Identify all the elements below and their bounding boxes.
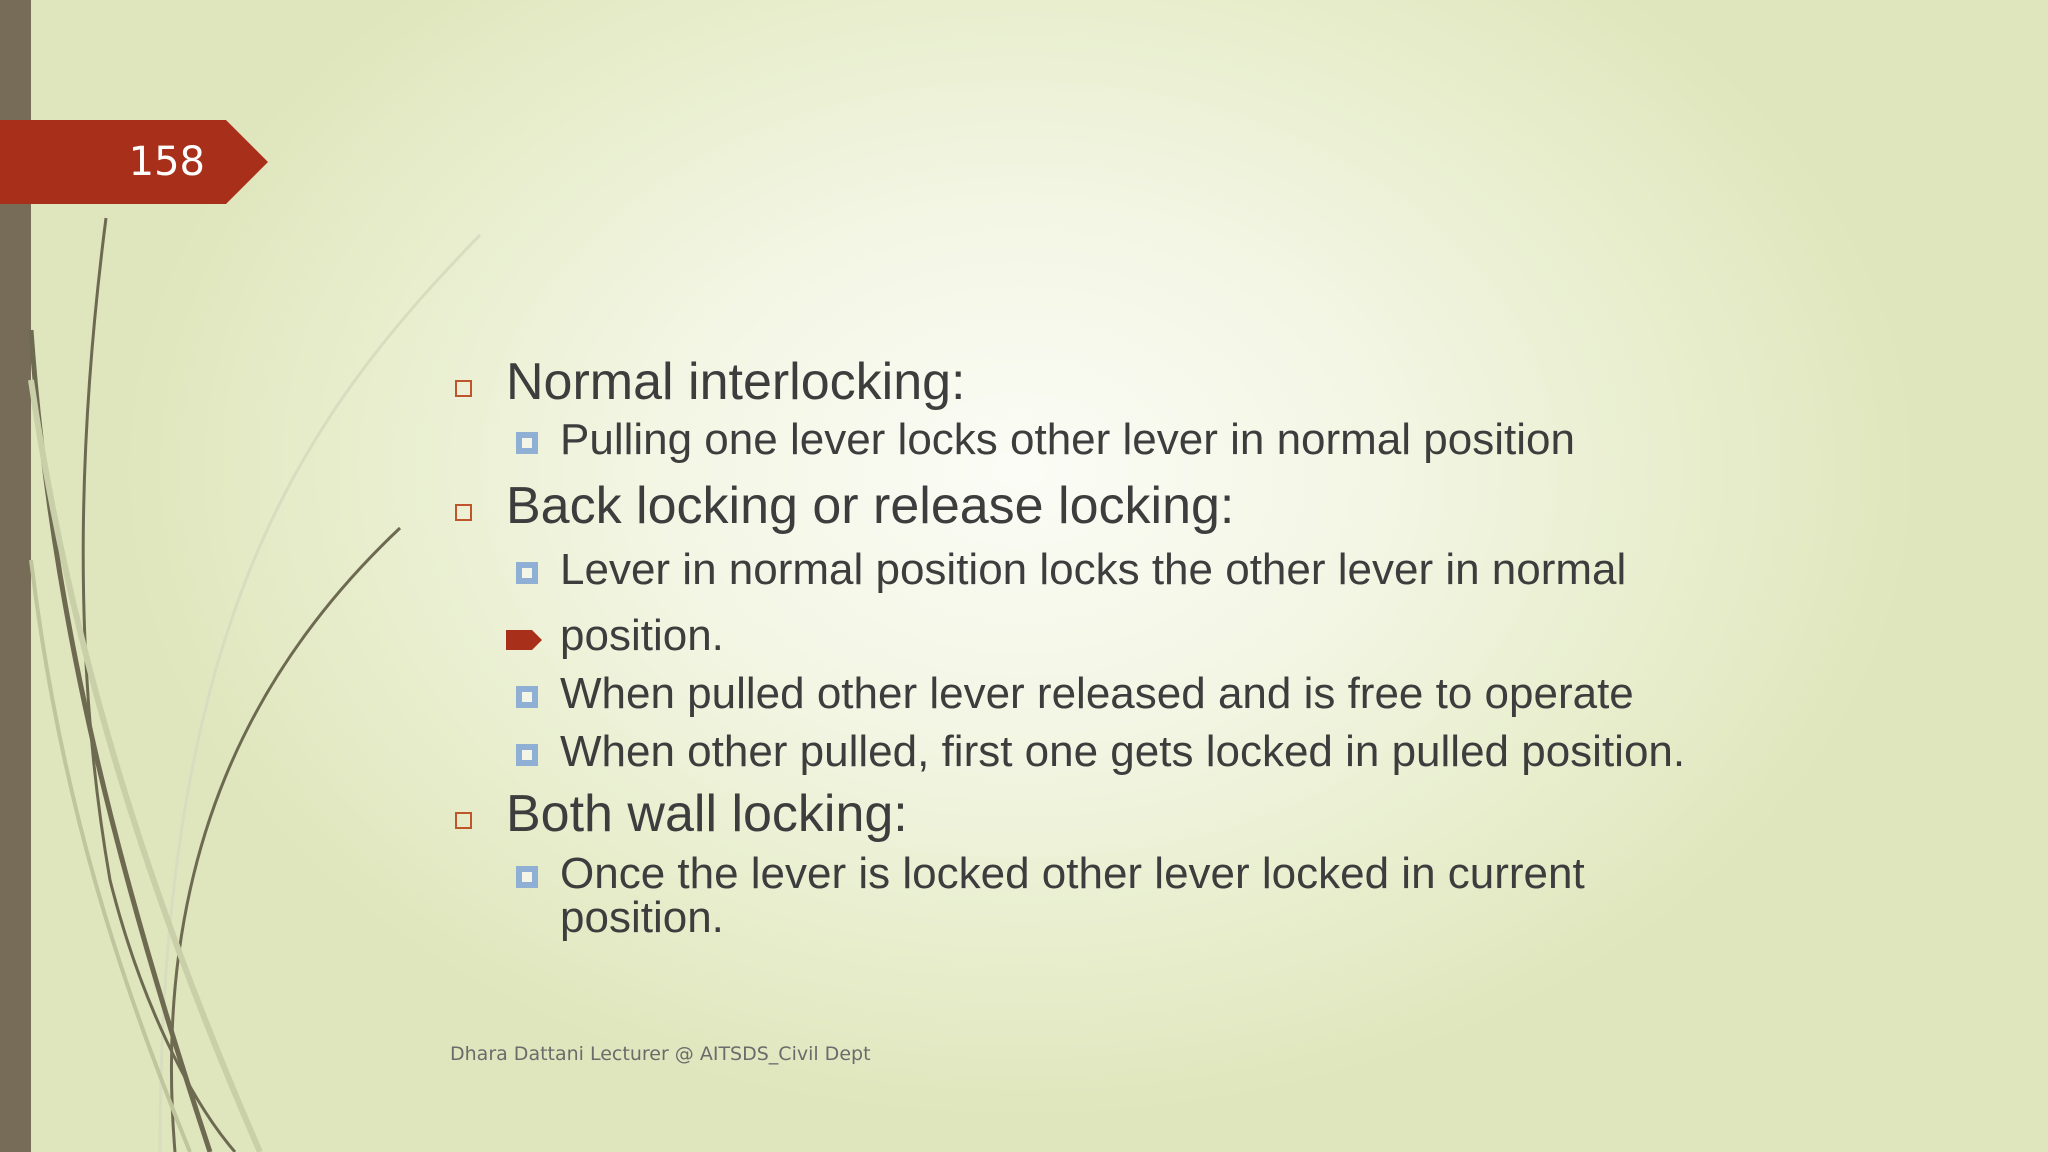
list-item [450,610,1850,662]
list-item-text: When pulled other lever released and is free to operate [560,669,1634,718]
list-item [450,544,1850,596]
list-item-continuation [450,893,1850,942]
hollow-square-icon [455,504,472,521]
framed-square-icon [516,744,538,766]
list-item-text: position. [560,611,724,660]
framed-square-icon [516,432,538,454]
slide-footer: Dhara Dattani Lecturer @ AITSDS_Civil Dept [450,1043,871,1065]
hollow-square-icon [455,380,472,397]
list-item [450,782,1850,846]
list-item-text: Lever in normal position locks the other lever in normal [560,545,1627,594]
list-item-text: position. [560,893,724,942]
framed-square-icon [516,562,538,584]
hollow-square-icon [455,812,472,829]
list-item [450,849,1850,898]
list-item [450,414,1850,466]
list-item [450,726,1850,778]
list-item [450,350,1850,414]
heading-back-locking: Back locking or release locking: [506,477,1235,535]
slide-number: 158 [128,139,205,185]
list-item [450,668,1850,720]
list-item-text: When other pulled, first one gets locked in pulled position. [560,727,1686,776]
heading-both-wall-locking: Both wall locking: [506,785,908,843]
heading-normal-interlocking: Normal interlocking: [506,353,966,411]
list-item [450,474,1850,538]
list-item-text: Pulling one lever locks other lever in normal position [560,415,1575,464]
framed-square-icon [516,866,538,888]
list-item-text: Once the lever is locked other lever locked in current [560,849,1585,898]
framed-square-icon [516,686,538,708]
slide-content [450,350,1850,940]
